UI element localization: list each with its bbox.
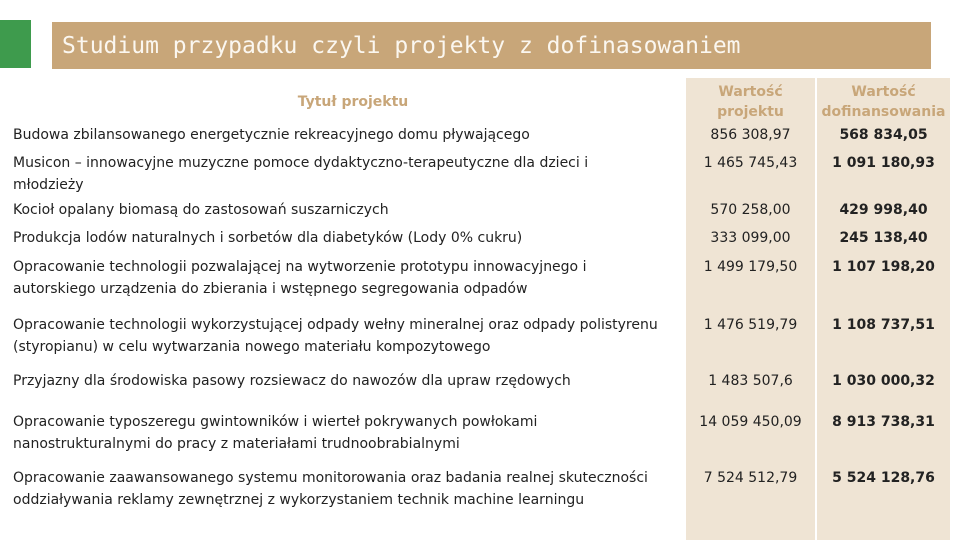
column-header-value-line1: Wartość xyxy=(718,84,783,100)
table-row-value: 333 099,00 xyxy=(710,230,791,246)
table-row-title: Musicon – innowacyjne muzyczne pomoce dydaktyczno-terapeutyczne dla dzieci i młodzieży xyxy=(13,155,589,193)
table-row-value: 7 524 512,79 xyxy=(703,470,798,486)
table-row-title: Opracowanie technologii wykorzystującej odpady wełny mineralnej oraz odpady polistyrenu (styropianu) w celu wytwarzania nowego materiału kompozytowego xyxy=(13,317,658,355)
table-row-funding: 1 030 000,32 xyxy=(832,373,935,389)
column-header-funding xyxy=(817,82,950,122)
table-row-value: 1 499 179,50 xyxy=(703,259,798,275)
column-header-funding-line1: Wartość xyxy=(851,84,916,100)
page-title: Studium przypadku czyli projekty z dofinasowaniem xyxy=(62,32,741,59)
column-header-value xyxy=(686,82,815,122)
table-row-funding: 5 524 128,76 xyxy=(832,470,935,486)
table-row-funding: 568 834,05 xyxy=(839,127,928,143)
title-banner xyxy=(52,22,931,69)
table-row-title: Przyjazny dla środowiska pasowy rozsiewacz do nawozów dla upraw rzędowych xyxy=(13,373,571,389)
table-row-funding: 1 107 198,20 xyxy=(832,259,935,275)
table-row-value: 14 059 450,09 xyxy=(699,414,802,430)
table-row-value: 856 308,97 xyxy=(710,127,791,143)
green-accent-block xyxy=(0,20,31,68)
table-row-title: Produkcja lodów naturalnych i sorbetów dla diabetyków (Lody 0% cukru) xyxy=(13,230,523,246)
table-row-title: Opracowanie zaawansowanego systemu monitorowania oraz badania realnej skuteczności oddziaływania reklamy zewnętrznej z wykorzystaniem technik machine learningu xyxy=(13,470,648,508)
table-row-funding: 8 913 738,31 xyxy=(832,414,935,430)
column-header-title: Tytuł projektu xyxy=(297,94,409,110)
table-row-value: 570 258,00 xyxy=(710,202,791,218)
table-row-title: Budowa zbilansowanego energetycznie rekreacyjnego domu pływającego xyxy=(13,127,530,143)
table-row-value: 1 476 519,79 xyxy=(703,317,798,333)
table-row-funding: 1 108 737,51 xyxy=(832,317,935,333)
table-row-value: 1 465 745,43 xyxy=(703,155,798,171)
table-row-title: Opracowanie typoszeregu gwintowników i wierteł pokrywanych powłokami nanostrukturalnymi do pracy z materiałami trudnoobrabialnymi xyxy=(13,414,538,452)
table-row-title: Kocioł opalany biomasą do zastosowań suszarniczych xyxy=(13,202,389,218)
column-header-value-line2: projektu xyxy=(717,104,784,120)
table-row-title: Opracowanie technologii pozwalającej na wytworzenie prototypu innowacyjnego i autorskiego urządzenia do zbierania i wstępnego segregowania odpadów xyxy=(13,259,587,297)
table-row-funding: 429 998,40 xyxy=(839,202,928,218)
accent-divider xyxy=(33,20,35,68)
column-header-funding-line2: dofinansowania xyxy=(821,104,946,120)
table-row-funding: 1 091 180,93 xyxy=(832,155,935,171)
table-row-value: 1 483 507,6 xyxy=(708,373,793,389)
table-row-funding: 245 138,40 xyxy=(839,230,928,246)
